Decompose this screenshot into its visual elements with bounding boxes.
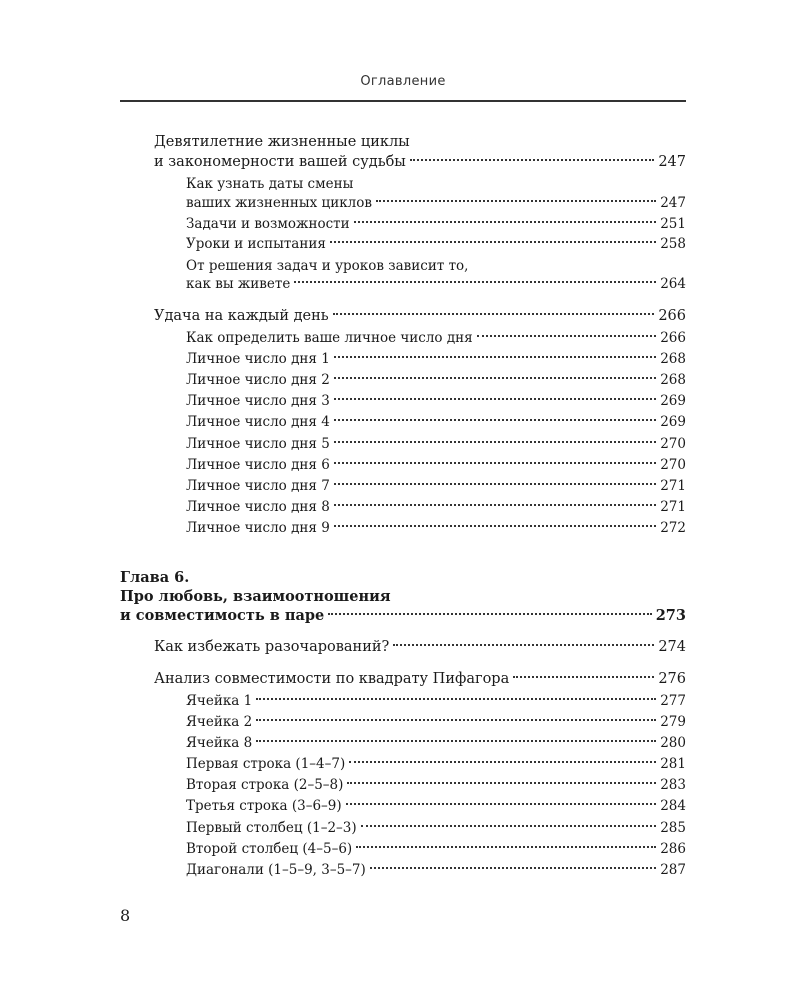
leader-dots (477, 335, 657, 337)
toc-entry-text: Личное число дня 8 (186, 499, 330, 515)
leader-dots (410, 159, 654, 161)
leader-dots (349, 761, 656, 763)
leader-dots (370, 867, 656, 869)
page-number: 286 (660, 841, 686, 857)
toc-entry-text: Личное число дня 9 (186, 520, 330, 536)
toc-item[interactable] (186, 434, 686, 454)
toc-entry-text: и совместимость в паре (120, 607, 325, 624)
page-number: 251 (660, 216, 686, 232)
page-number: 247 (658, 154, 686, 170)
leader-dots (256, 719, 656, 721)
toc-item[interactable] (186, 328, 686, 348)
page-number: 281 (660, 756, 686, 772)
toc-entry-text: Личное число дня 2 (186, 372, 330, 388)
toc-entry-text: Как избежать разочарований? (154, 639, 390, 655)
page-folio: 8 (120, 906, 131, 925)
leader-dots (334, 356, 656, 358)
toc-item[interactable] (186, 174, 686, 194)
toc-entry-text: Глава 6. (120, 569, 190, 586)
toc-entry-text: Вторая строка (2–5–8) (186, 777, 344, 793)
toc-item[interactable] (186, 691, 686, 711)
toc-entry-text: Диагонали (1–5–9, 3–5–7) (186, 862, 366, 878)
page-number: 277 (660, 693, 686, 709)
page-number: 268 (660, 351, 686, 367)
toc-item[interactable] (186, 860, 686, 880)
page-number: 271 (660, 478, 686, 494)
toc-entry-text: Первая строка (1–4–7) (186, 756, 346, 772)
toc-entry-text: Про любовь, взаимоотношения (120, 588, 391, 605)
toc-entry-text: Третья строка (3–6–9) (186, 798, 342, 814)
page-number: 264 (660, 276, 686, 292)
page-number: 270 (660, 457, 686, 473)
toc-entry-text: Удача на каждый день (154, 308, 329, 324)
leader-dots (513, 676, 654, 678)
page-number: 283 (660, 777, 686, 793)
page-number: 280 (660, 735, 686, 751)
toc-entry-text: Первый столбец (1–2–3) (186, 820, 357, 836)
page-number: 268 (660, 372, 686, 388)
leader-dots (294, 281, 656, 283)
toc-item[interactable] (186, 754, 686, 774)
leader-dots (334, 483, 656, 485)
toc-entry-text: Второй столбец (4–5–6) (186, 841, 353, 857)
page-number: 269 (660, 393, 686, 409)
page-number: 276 (658, 671, 686, 687)
toc-entry-text: и закономерности вашей судьбы (154, 154, 406, 170)
page-number: 279 (660, 714, 686, 730)
toc-item[interactable] (186, 818, 686, 838)
page-number: 287 (660, 862, 686, 878)
toc-entry-text: Личное число дня 3 (186, 393, 330, 409)
leader-dots (393, 644, 654, 646)
toc-item[interactable] (186, 412, 686, 432)
leader-dots (346, 803, 657, 805)
page-number: 271 (660, 499, 686, 515)
leader-dots (334, 525, 656, 527)
toc-item[interactable] (186, 274, 686, 294)
toc-item[interactable] (186, 455, 686, 475)
toc-item[interactable] (186, 733, 686, 753)
toc-item[interactable] (186, 712, 686, 732)
leader-dots (334, 398, 656, 400)
leader-dots (356, 846, 656, 848)
toc-item[interactable] (186, 214, 686, 234)
toc-entry-text: Личное число дня 5 (186, 436, 330, 452)
toc-section-title[interactable] (154, 152, 686, 172)
toc-item[interactable] (186, 193, 686, 213)
toc-chapter-title[interactable] (120, 606, 686, 626)
toc-item[interactable] (186, 370, 686, 390)
toc-item[interactable] (186, 349, 686, 369)
toc-entry-text: Как узнать даты смены (186, 176, 354, 192)
toc-entry-text: Девятилетние жизненные циклы (154, 134, 410, 150)
running-head: Оглавление (360, 74, 446, 89)
toc-entry-text: Анализ совместимости по квадрату Пифагора (154, 671, 510, 687)
leader-dots (376, 200, 656, 202)
leader-dots (330, 241, 656, 243)
page-number: 266 (660, 330, 686, 346)
toc-section-title[interactable] (154, 669, 686, 689)
page-number: 269 (660, 414, 686, 430)
leader-dots (328, 613, 651, 615)
toc-chapter-title[interactable] (120, 587, 686, 607)
toc-item[interactable] (186, 256, 686, 276)
leader-dots (334, 419, 656, 421)
page-number: 270 (660, 436, 686, 452)
toc-entry-text: Задачи и возможности (186, 216, 350, 232)
toc-entry-text: Как определить ваше личное число дня (186, 330, 473, 346)
page-number: 266 (658, 308, 686, 324)
page-number: 285 (660, 820, 686, 836)
toc-entry-text: ваших жизненных циклов (186, 195, 372, 211)
toc-entry-text: От решения задач и уроков зависит то, (186, 258, 469, 274)
page-number: 258 (660, 236, 686, 252)
leader-dots (334, 441, 656, 443)
toc-item[interactable] (186, 391, 686, 411)
toc-item[interactable] (186, 234, 686, 254)
toc-entry-text: Личное число дня 1 (186, 351, 330, 367)
toc-entry-text: Ячейка 1 (186, 693, 253, 709)
leader-dots (354, 221, 657, 223)
leader-dots (334, 504, 656, 506)
page-number: 247 (660, 195, 686, 211)
page-number: 284 (660, 798, 686, 814)
toc-item[interactable] (186, 839, 686, 859)
leader-dots (256, 740, 656, 742)
toc-entry-text: Личное число дня 4 (186, 414, 330, 430)
toc-entry-text: как вы живете (186, 276, 291, 292)
page-number: 273 (655, 607, 686, 624)
toc-item[interactable] (186, 518, 686, 538)
leader-dots (333, 313, 655, 315)
leader-dots (361, 825, 657, 827)
toc-entry-text: Ячейка 8 (186, 735, 253, 751)
leader-dots (256, 698, 656, 700)
toc-item[interactable] (186, 775, 686, 795)
page-number: 274 (658, 639, 686, 655)
leader-dots (347, 782, 656, 784)
toc-section-title[interactable] (154, 132, 686, 152)
toc-entry-text: Ячейка 2 (186, 714, 253, 730)
page-number: 272 (660, 520, 686, 536)
toc-item[interactable] (186, 476, 686, 496)
leader-dots (334, 462, 656, 464)
toc-entry-text: Уроки и испытания (186, 236, 326, 252)
toc-chapter-title[interactable] (120, 568, 686, 588)
leader-dots (334, 377, 656, 379)
toc-item[interactable] (186, 497, 686, 517)
toc-entry-text: Личное число дня 6 (186, 457, 330, 473)
toc-section-title[interactable] (154, 637, 686, 657)
toc-section-title[interactable] (154, 306, 686, 326)
toc-item[interactable] (186, 796, 686, 816)
toc-entry-text: Личное число дня 7 (186, 478, 330, 494)
